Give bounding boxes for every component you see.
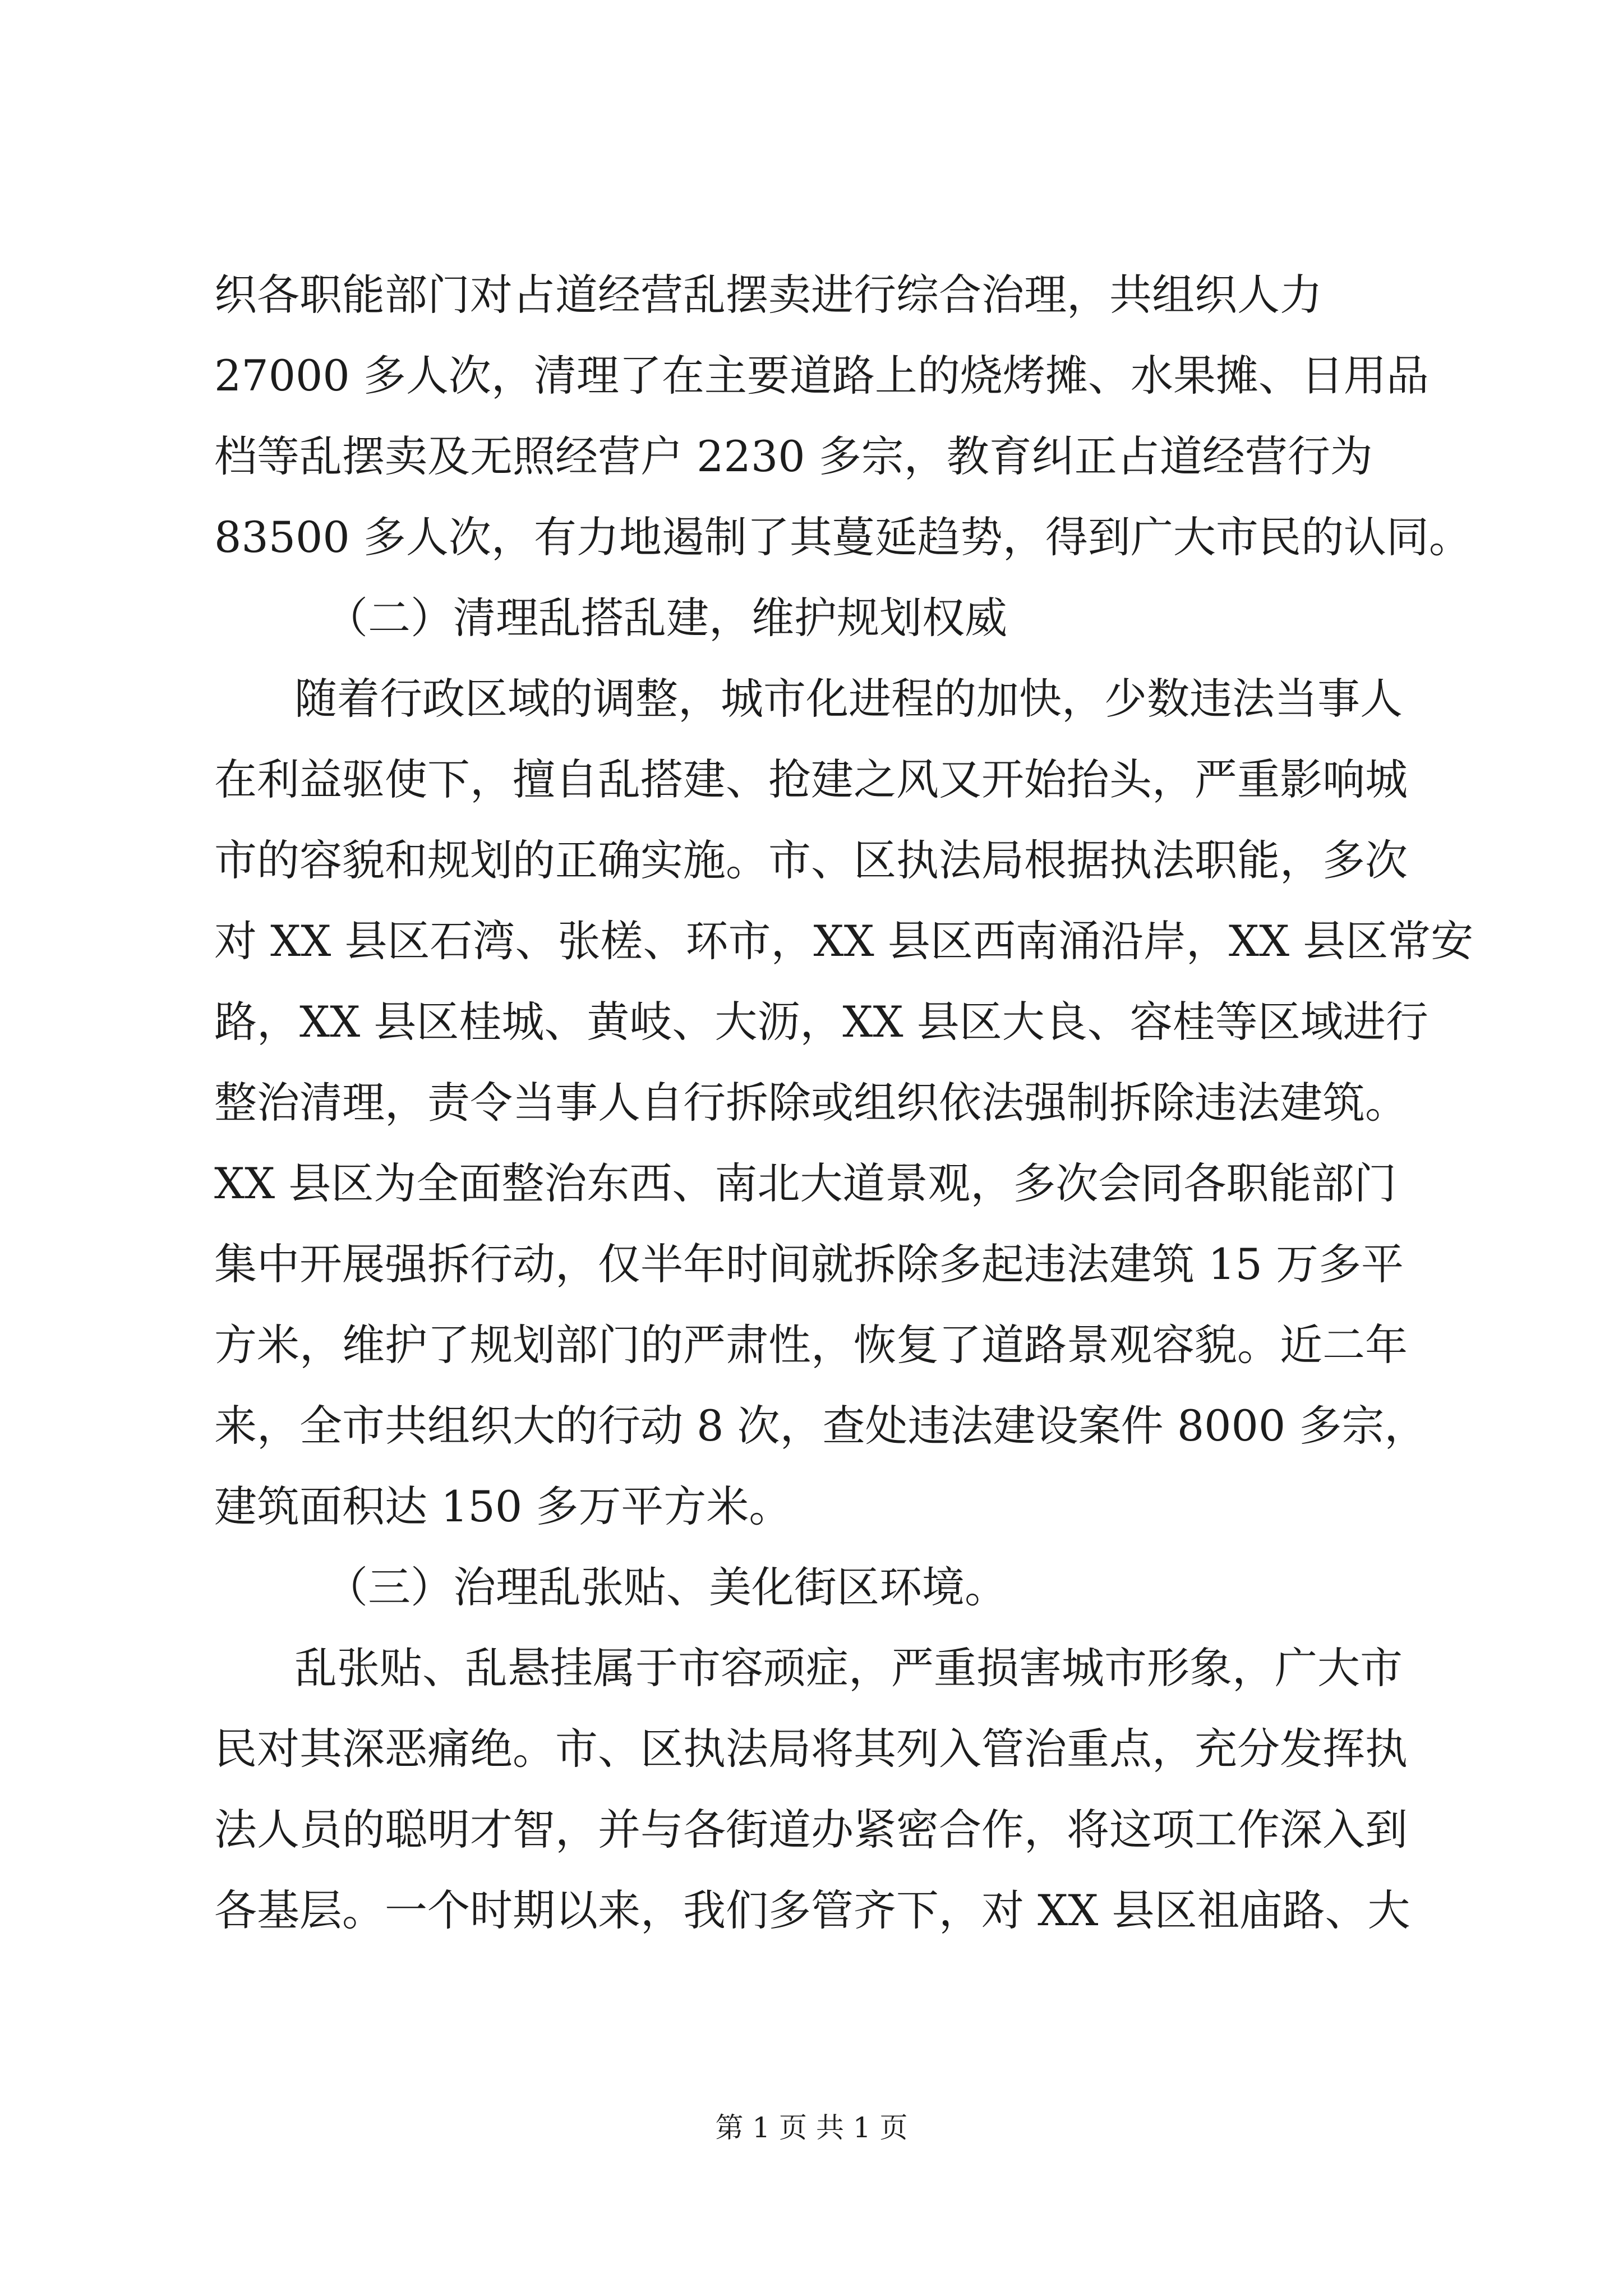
body-line: 路，XX 县区桂城、黄岐、大沥，XX 县区大良、容桂等区域进行 <box>214 997 1428 1047</box>
body-line: XX 县区为全面整治东西、南北大道景观，多次会同各职能部门 <box>214 1158 1397 1208</box>
body-line: 在利益驱使下，擅自乱搭建、抢建之风又开始抬头，严重影响城 <box>214 754 1408 804</box>
body-line: 27000 多人次，清理了在主要道路上的烧烤摊、水果摊、日用品 <box>214 351 1429 401</box>
body-line: 织各职能部门对占道经营乱摆卖进行综合治理，共组织人力 <box>214 270 1322 320</box>
body-line: 随着行政区域的调整，城市化进程的加快，少数违法当事人 <box>294 674 1403 724</box>
body-line: 法人员的聪明才智，并与各街道办紧密合作，将这项工作深入到 <box>214 1805 1408 1855</box>
body-line: 民对其深恶痛绝。市、区执法局将其列入管治重点，充分发挥执 <box>214 1724 1408 1774</box>
body-line: 乱张贴、乱悬挂属于市容顽症，严重损害城市形象，广大市 <box>294 1643 1403 1693</box>
body-line: （三）治理乱张贴、美化街区环境。 <box>325 1562 1007 1612</box>
body-line: 83500 多人次，有力地遏制了其蔓延趋势，得到广大市民的认同。 <box>214 512 1472 562</box>
body-line: 建筑面积达 150 多万平方米。 <box>214 1481 792 1531</box>
body-line: 来，全市共组织大的行动 8 次，查处违法建设案件 8000 多宗， <box>214 1401 1427 1451</box>
body-line: 档等乱摆卖及无照经营户 2230 多宗，教育纠正占道经营行为 <box>214 431 1373 481</box>
body-line: 整治清理，责令当事人自行拆除或组织依法强制拆除违法建筑。 <box>214 1078 1408 1128</box>
body-line: 方米，维护了规划部门的严肃性，恢复了道路景观容貌。近二年 <box>214 1320 1408 1370</box>
body-line: 集中开展强拆行动，仅半年时间就拆除多起违法建筑 15 万多平 <box>214 1239 1404 1289</box>
body-line: 对 XX 县区石湾、张槎、环市，XX 县区西南涌沿岸，XX 县区常安 <box>214 916 1474 966</box>
page-footer: 第 1 页 共 1 页 <box>715 2111 908 2144</box>
body-line: 市的容貌和规划的正确实施。市、区执法局根据执法职能，多次 <box>214 835 1408 885</box>
body-line: （二）清理乱搭乱建，维护规划权威 <box>325 593 1007 643</box>
body-line: 各基层。一个时期以来，我们多管齐下，对 XX 县区祖庙路、大 <box>214 1885 1410 1935</box>
